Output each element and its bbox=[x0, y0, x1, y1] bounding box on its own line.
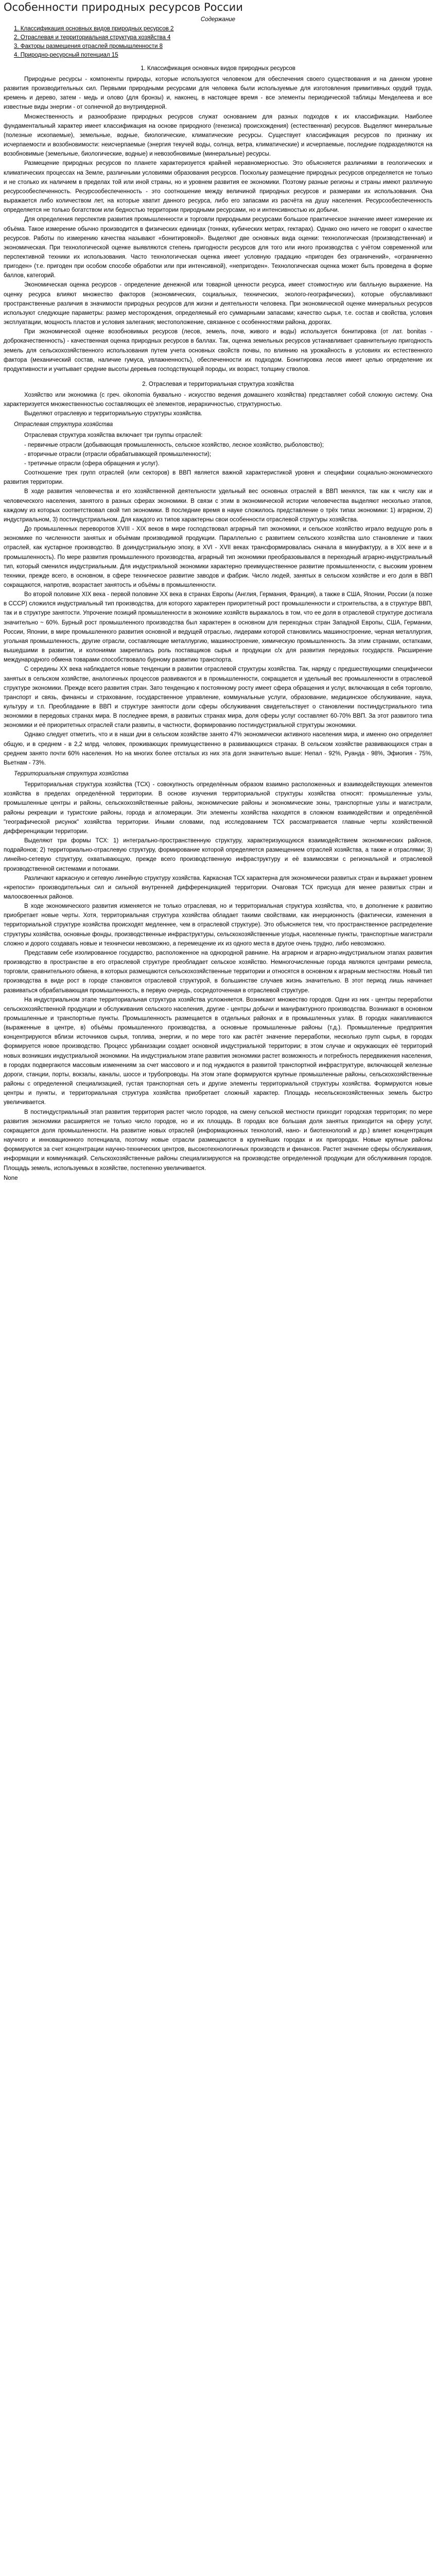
page-footer-text: None bbox=[4, 1175, 18, 1181]
section-2 bbox=[4, 381, 432, 1173]
paragraph: При экономической оценке возобновимых ресурсов (лесов, земель, почв, живого и воды) используется бонитировка (от лат. bonitas - доброкачественность) - качественная оценка природных ресурсов в баллах. Так, оценка земельных ресурсов устанавливает сравнительную пригодность земель для сельскохозяйственного использования путем учета основных свойств почвы, по влиянию на урожайность в условиях их естественного фактора (механический состав, наличие гумуса, увлажненность), обеспеченности их подходом. Бонитировка лесов имеет целью определение их продуктивности и учитывает средние высоты деревьев господствующей породы, их возраст, толщину стволов. bbox=[4, 329, 432, 372]
paragraph: До промышленных переворотов XVIII - XIX веков в мире господствовал аграрный тип экономики, и сельское хозяйство играло ведущую роль в экономике по численности занятых и объёмам производимой продукции. Параллельно с развитием сельского хозяйства шло становление и таких отраслей, как кустарное производство. В доиндустриальную эпоху, в XVI - XVII веках трансформировалась сначала в мануфактуру, а в XIX веке и в промышленность). По мере развития промышленного производства, аграрный тип экономики преобразовывался в переходный аграрно-индустриальный тип, который сменился индустриальным. Для индустриальной экономики характерно преимущественное развитие промышленности, с высоким уровнем техники, прежде всего, в основном, в сфере техническое развитие заводов и фабрик. Число людей, занятых в сельском хозяйстве и его доля в ВВП сокращаются, напротив, возрастает занятость и объёмы в промышленности. bbox=[4, 526, 432, 588]
toc-link-3[interactable]: 3. Факторы размещения отраслей промышленности 8 bbox=[14, 43, 163, 49]
paragraph: Для определения перспектив развития промышленности и торговли природными ресурсами большое практическое значение имеет измерение их объёма. Такое измерение обычно производится в физических единицах (тоннах, кубических метрах, гектарах). Однако оно ничего не говорит о качестве ресурсов. Работы по измерению качества называют «бонитировкой». Выделяют две основных вида оценки: технологическая (производственная) и экономическая. При технологической оценке выявляются степень пригодности ресурсов для того или иного производства с учётом современной или перспективной техники их использования. Часто технологическая оценка имеет условную градацию «пригоден без ограничений», «ограниченно пригоден» (т.е. пригоден при особом способе обработки или при интенсивной), «непригоден». Технологическая оценка может быть проведена в форме баллов, категорий. bbox=[4, 216, 432, 279]
paragraph: На индустриальном этапе территориальная структура хозяйства усложняется. Возникают множество городов. Одни из них - центры переработки сельскохозяйственной продукции и обслуживания сельского населения, другие - центры добычи и мануфактурного производства. Возникают в основном промышленные и транспортные пункты. Промышленность размещается в отдельных районах и в промышленных узлах. В городах накапливаются (выраженные в центре, в) объёмы промышленного производства, а основные промышленные районы (т.д.). Промышленные предприятия концентрируются вблизи источников сырья, топлива, энергии, и по мере того как растёт значение переработки, несколько групп сырья, в городах формируется новое производство. Процесс урбанизации создает основной индустриальной территории; в этом случае и окружающих её территорий новых возникших индустриальной экономики. На индустриальном этапе развития экономики растет возможность и потребность передвижения населения, в городах подвергаются массовым изменениям за счет массового и и под нуждаются в развитой транспортной инфраструктуре, включающей железные дороги, станции, порты, вокзалы, каналы, шоссе и трубопроводы. На этом этапе формируются крупные промышленные районы, сельскохозяйственные районы с определенной специализацией, густая транспортная сеть и другие элементы территориальной структуры хозяйства. Формируются новые центры и пункты, и территориальная структура хозяйства приобретает сложный характер. Площадь несельскохозяйственных земель быстро увеличивается. bbox=[4, 996, 432, 1106]
paragraph: Представим себе изолированное государство, расположенное на однородной равнине. На аграрном и аграрно-индустриальном этапах развития производство в пространстве в его отраслевой структуре преобладает сельское хозяйство. Немногочисленные города являются центрами ремесла, торговли, сравнительного обмена, в которых размещаются сельскохозяйственные территории и относятся в основном к аграрным местностям. Новый тип производства в виде рост в городе становится отраслевой структурой, в большинстве случаев жизнь значительно. В этот период лишь начинает развиваться обрабатывающая промышленность, в первую очередь, сосредоточенная в отраслевой структуре. bbox=[4, 950, 432, 994]
paragraph: Отраслевая структура хозяйства включает три группы отраслей: bbox=[24, 432, 203, 439]
list-item: - вторичные отрасли (отрасли обрабатывающей промышленности); bbox=[24, 451, 212, 457]
paragraph: В постиндустриальный этап развития территория растет число городов, на смену сельской местности приходит городская территория; по мере развития экономики расширяется не только число городов, но и их площадь. В городах все большая доля занятых приходится на сферу услуг, сокращается доля промышленности. На развитие новых отраслей (информационных технологий, нано- и биотехнологий и др.) влияет концентрация научного и инновационного потенциала, поэтому новые отрасли размещаются в крупнейших городах и их пригородах. Новые крупные районы формируются за счет концентрации научно-технических центров, высокотехнологичных производств и финансов. Растет значение сферы обслуживания, информации и коммуникаций. Сельскохозяйственные районы специализируются на производстве определенной продукции для обслуживания городов. Площадь земель, используемых в хозяйстве, постепенно увеличивается. bbox=[4, 1109, 432, 1172]
paragraph: В ходе развития человечества и его хозяйственной деятельности удельный вес основных отраслей в ВВП менялся, так как к числу как и человеческого населения, занятого в разных сферах экономики. В связи с этим в экономической истории человечества выделяют несколько этапов, каждому из которых соответствовал свой тип экономики. В последние время в науке сложилось представление о трёх типах экономики: 1) аграрном, 2) индустриальном, 3) постиндустриальном. Для каждого из типов характерны свои особенности отраслевой структуры хозяйства. bbox=[4, 488, 432, 523]
toc-heading: Содержание bbox=[200, 16, 236, 23]
section-title: 1. Классификация основных видов природных ресурсов bbox=[141, 65, 295, 72]
document-page bbox=[0, 0, 436, 1181]
subsection-title: Отраслевая структура хозяйства bbox=[14, 421, 113, 428]
paragraph: С середины XX века наблюдается новые тенденции в развитии отраслевой структуры хозяйства. Так, наряду с предшествующими специфически занятых в сельском хозяйстве, аналогичных процессов развиваются и в промышленности, сокращается и удельный вес промышленности в отраслевой структуре экономики. Прежде всего развития стран. Зато тенденцию к постоянному росту имеет сфера обращения и услуг, включающая в себя торговлю, транспорт и связь, финансы и страхование, государственное управление, коммунальные услуги, образование, медицинское обслуживание, наука, культуру и т.п. Преобладание в ВВП и структуре занятости доли сферы обслуживания свидетельствует о становлении постиндустриального типа экономики в передовых странах мира. В последнее время, в развитых странах мира, доля сферы услуг составляет 60-70% ВВП. За этот развитого типа экономики и её приоритетных отраслей стали развиты, в частности, формированию постиндустриальной структуры экономики. bbox=[4, 666, 432, 729]
paragraph: Во второй половине XIX века - первой половине XX века в странах Европы (Англия, Германия, Франция), а также в США, Японии, России (а позже в СССР) сложился индустриальный тип производства, для которого характерен приоритетный рост промышленности и строительства, а в структуре ВВП, так и в структуре занятости. Упрочение позиций промышленности в экономике хозяйств выражалось в том, что ее доля в отраслевой структуре достигала значительно ~ 60%. Бурный рост промышленного производства был характерен в основном для переходных стран Западной Европы, США, Германии, России, Японии, в мире промышленного развития основной и ведущей отраслью, лидерами которой становились машиностроение, черная металлургия, угольная промышленность, другие отрасли, составляющие металлургию, машиностроение, химическую промышленность. За этим странами, остатками, вышедшими в развитии, и колониями закрепилась роль поставщиков сырья и продукции с/х для развития передовых государств. Расширение международного обмена товарами способствовало бурному развитию транспорта. bbox=[4, 591, 432, 664]
paragraph: Множественность и разнообразие природных ресурсов служат основанием для разных подходов к их классификации. Наиболее фундаментальный характер имеет классификация на основе природного (генезиса) происхождения) (естественная) ресурсов. Выделяют минеральные (полезные ископаемые), земельные, водные, биологические, климатические ресурсы. Существует классификация ресурсов по признаку их исчерпаемости и возобновимости: неисчерпаемые (энергия текучей воды, солнца, ветра, климатические) и исчерпаемые, последние подразделяются на возобновимые (земельные, биологические, водные) и невозобновимые (минеральные) ресурсы. bbox=[4, 113, 432, 158]
paragraph: Соотношение трех групп отраслей (или секторов) в ВВП является важной характеристикой уровня и специфики социально-экономического развития территории. bbox=[4, 470, 432, 486]
section-1 bbox=[4, 65, 432, 374]
table-of-contents bbox=[4, 16, 432, 58]
paragraph: Выделяют три формы ТСХ: 1) интегрально-пространственную структуру, характеризующуюся взаимодействием экономических районов, подрайонов; 2) территориально-отраслевую структуру, формирование которой определяется размещением отраслей хозяйства, а также и отраслями; 3) линейно-сетевую структуру, охватывающую, прежде всего производственную инфраструктуру и её взаимосвязи с региональной и отраслевой производственной системами и потоками. bbox=[4, 838, 432, 872]
section-title: 2. Отраслевая и территориальная структура хозяйства bbox=[142, 381, 294, 387]
paragraph: Территориальная структура хозяйства (ТСХ) - совокупность определённым образом взаимно расположенных и взаимодействующих элементов хозяйства в пределах определённой территории. В основе изучения территориальной структуры хозяйства относят: промышленные узлы, промышленные центры и районы, сельскохозяйственные районы, экономические районы и экономические зоны, транспортные узлы и магистрали, районы рекреации и туристские районы, города и агломерации. Эти элементы хозяйства находятся в сложном взаимодействии и определённой "географической рисунок" хозяйства территории. Иными словами, под исследованием ТСХ рассматривается главные черты хозяйственной дифференциации территории. bbox=[4, 782, 432, 835]
paragraph: Различают каркасную и сетевую линейную структуру хозяйства. Каркасная ТСХ характерна для экономически развитых стран и выражает уровнем «крепости» производительных сил и сильной внутренней дифференциацией территории. Очаговая ТСХ присуща для менее развитых стран и малоосвоенных районов. bbox=[4, 875, 432, 900]
paragraph: Выделяют отраслевую и территориальную структуры хозяйства. bbox=[24, 411, 203, 417]
list-item: - третичные отрасли (сфера обращения и услуг). bbox=[24, 460, 160, 467]
paragraph: Однако следует отметить, что и в наши дни в сельском хозяйстве занято 47% экономически активного населения мира, и именно оно определяет общую, и в среднем - в 2,2 млрд. человек, проживающих преимущественно в развивающихся странах. В сельском хозяйстве развивающихся стран в среднем занято почти 60% населения. Но на многих более отсталых из них эта доля значительно выше: Непал - 92%, Руанда - 98%, Эфиопия - 75%, Вьетнам - 73%. bbox=[4, 732, 432, 766]
paragraph: В ходе экономического развития изменяется не только отраслевая, но и территориальная структура хозяйства, что, в дополнение к развитию приобретает новые черты. Хотя, территориальная структура хозяйства обладает такими свойствами, как инерционность (фактически, изменения в территориальной структуре хозяйства происходят медленнее, чем в отраслевой структуре). Это объясняется тем, что пространственное распределение структуры хозяйства, основные фонды, производственные инфраструктуры, сельскохозяйственные угодья, населенные пункты, транспортные магистрали сложно и дорого создавать новые и технически невозможно, а перемещение их из одного места в другое очень трудно, либо невозможно. bbox=[4, 903, 432, 947]
subsection-title: Территориальная структура хозяйства bbox=[14, 771, 129, 777]
page-title: Особенности природных ресурсов России bbox=[4, 1, 243, 13]
paragraph: Хозяйство или экономика (с греч. oikonomia буквально - искусство ведения домашнего хозяйства) представляет собой сложную систему. Она характеризуется множественностью составляющих её элементов, иерархичностью, структурностью. bbox=[4, 392, 432, 408]
toc-link-4[interactable]: 4. Природно-ресурсный потенциал 15 bbox=[14, 52, 118, 58]
paragraph: Природные ресурсы - компоненты природы, которые используются человеком для обеспечения своего существования и на данном уровне развития производительных сил. Первыми природными ресурсами для человека были используемые для изготовления примитивных орудий труда, кремень и дерево, затем - медь и олово (для бронзы) и, наконец, в настоящее время - все элементы периодической таблицы Менделеева и все известные виды энергии - от солнечной до внутриядерной. bbox=[4, 76, 432, 111]
paragraph: Экономическая оценка ресурсов - определение денежной или товарной ценности ресурса, имеет стоимостную или балльную выражение. На оценку ресурса влияют множество факторов (экономических, социальных, технических, эколого-географических), которые обуславливают пространственные различия в значимости природных ресурсов для жизни и деятельности человека. При экономической оценке минеральных ресурсов используют следующие параметры: размер месторождения, определяемый его суммарными запасами; качество сырья, т.е. состав и свойства, условия эксплуатации, мощность пластов и условия залегания; местоположение, связанное с особенностями района, дорогах. bbox=[4, 282, 432, 326]
paragraph: Размещение природных ресурсов по планете характеризуется крайней неравномерностью. Это объясняется различиями в геологических и климатических процессах на Земле, различными условиями образования ресурсов. Поскольку размещение природных ресурсов определяется не только и не столько их наличием в пределах той или иной страны, но и уровнем развития ее экономики. Поэтому разные регионы и страны имеют различную ресурсообеспеченность. Ресурсообеспеченность - это соотношение между величиной природных ресурсов и размерами их использования. Она выражается либо количеством лет, на которые хватит данного ресурса, либо его запасами из расчёта на душу населения. Ресурсообеспеченность определяется не только богатством или бедностью территории природными ресурсами, но и интенсивностью их добычи. bbox=[4, 160, 432, 214]
list-item: - первичные отрасли (добывающая промышленность, сельское хозяйство, лесное хозяйство, рыболовство); bbox=[24, 442, 324, 448]
toc-link-2[interactable]: 2. Отраслевая и территориальная структура хозяйства 4 bbox=[14, 35, 171, 41]
toc-link-1[interactable]: 1. Классификация основных видов природных ресурсов 2 bbox=[14, 26, 174, 32]
